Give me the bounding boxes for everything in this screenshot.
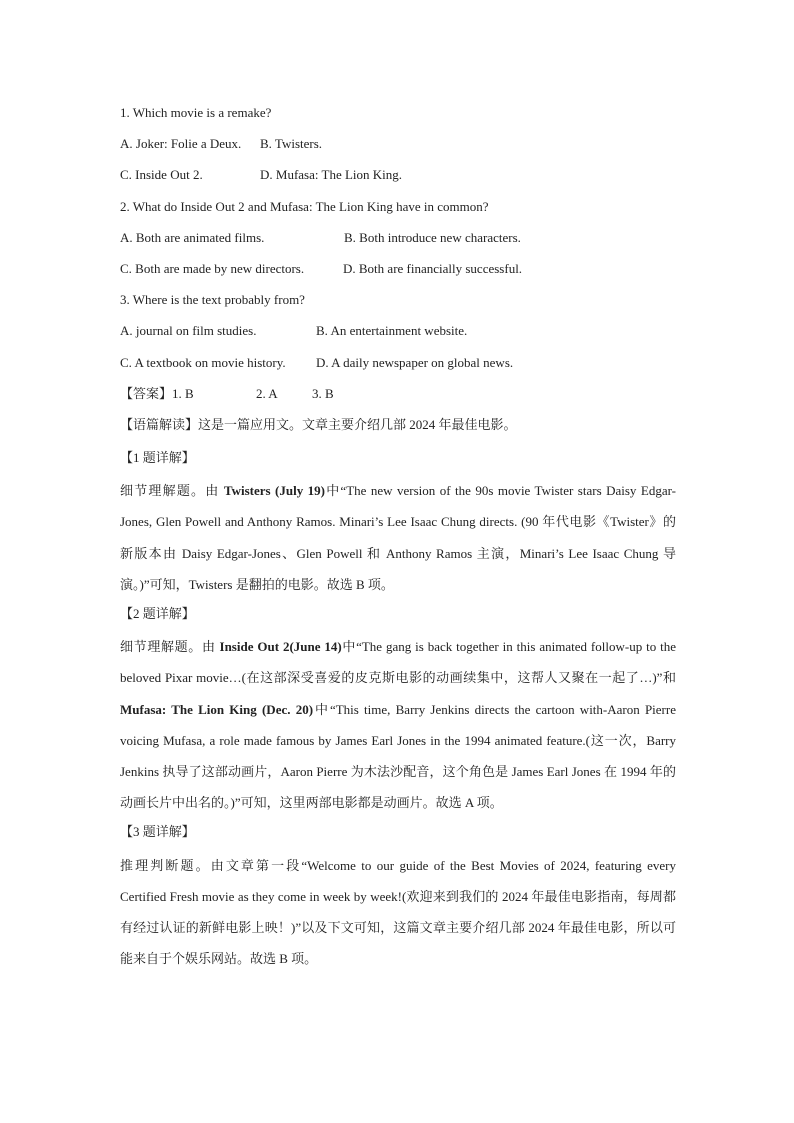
detail-3-part-1: 推理判断题。由文章第一段“Welcome to our guide of the Best Movies of 2024, featuring every Certified Fresh movie as they come in week by week!(欢迎来到我们的 2024 年最佳电影指南，每周都有经过认证的新鲜电影上映！)”以及下文可知，这篇文章主要介绍几部 2024 年最佳电影，所以可能来自于个娱乐网站。故选 B 项。	[120, 857, 676, 967]
question-1-options-row-1	[120, 132, 676, 163]
question-2-option-b: B. Both introduce new characters.	[344, 229, 521, 245]
detail-3-heading: 【3 题详解】	[120, 824, 195, 840]
detail-2-part-1: 细节理解题。由	[120, 639, 220, 655]
detail-2-part-2: Inside Out 2(June 14)	[219, 639, 342, 655]
detail-2-part-5: 中“This time, Barry Jenkins directs the cartoon with-Aaron Pierre voicing Mufasa, a role made famous by James Earl Jones in the 1994 animated feature.(这一次，Barry Jenkins 执导了这部动画片，Aaron Pierre 为木法沙配音，这个角色是 James Earl Jones 在 1994 年的动画长片中出名的。)”可知，这里两部电影都是动画片。故选 A 项。	[120, 701, 676, 811]
detail-1-paragraph	[120, 475, 676, 600]
question-2-option-d: D. Both are financially successful.	[343, 260, 523, 276]
question-1-option-b: B. Twisters.	[260, 136, 323, 152]
summary-label: 【语篇解读】	[120, 416, 199, 432]
question-2-options-row-2	[120, 257, 676, 288]
detail-1-heading: 【1 题详解】	[120, 450, 195, 466]
question-3-option-a: A. journal on film studies.	[120, 323, 257, 339]
question-2-option-a: A. Both are animated films.	[120, 229, 265, 245]
question-1-option-d: D. Mufasa: The Lion King.	[260, 167, 403, 183]
detail-1-part-2: Twisters (July 19)	[223, 483, 326, 499]
answer-item-2: 2. A	[256, 385, 278, 401]
answer-line	[120, 382, 676, 413]
question-3-option-d: D. A daily newspaper on global news.	[316, 354, 514, 370]
question-3-stem: 3. Where is the text probably from?	[120, 292, 305, 308]
detail-2-paragraph	[120, 631, 676, 818]
question-3-option-b: B. An entertainment website.	[316, 323, 468, 339]
detail-1-part-3: 中“The new version of the 90s movie Twister stars Daisy Edgar-Jones, Glen Powell and Anthony Ramos. Minari’s Lee Isaac Chung directs. (90 年代电影《Twister》的新版本由 Daisy Edgar-Jones、Glen Powell 和 Anthony Ramos 主演，Minari’s Lee Isaac Chung 导演。)”可知，Twisters 是翻拍的电影。故选 B 项。	[120, 483, 676, 592]
question-1-options-row-2	[120, 163, 676, 194]
question-3-option-c: C. A textbook on movie history.	[120, 354, 286, 370]
document-content	[120, 101, 676, 974]
question-3-options-row-1	[120, 319, 676, 350]
answer-item-1: 1. B	[172, 385, 194, 401]
question-2-options-row-1	[120, 226, 676, 257]
question-2-stem: 2. What do Inside Out 2 and Mufasa: The Lion King have in common?	[120, 198, 489, 214]
question-2-option-c: C. Both are made by new directors.	[120, 260, 305, 276]
answer-label: 【答案】	[120, 385, 173, 401]
summary-line	[120, 413, 676, 444]
question-1-stem: 1. Which movie is a remake?	[120, 105, 272, 120]
detail-2-part-3: 中“The gang is back together in this animated follow-up to the beloved Pixar movie…(在这部深受喜爱的皮克斯电影的动画续集中，这帮人又聚在一起了…)”和	[120, 639, 676, 686]
question-3-options-row-2	[120, 351, 676, 382]
detail-3-paragraph	[120, 850, 676, 975]
question-1-option-a: A. Joker: Folie a Deux.	[120, 136, 242, 152]
question-1-option-c: C. Inside Out 2.	[120, 167, 203, 183]
detail-1-part-1: 细节理解题。由	[120, 483, 224, 499]
summary-text: 这是一篇应用文。文章主要介绍几部 2024 年最佳电影。	[198, 416, 517, 432]
detail-2-heading: 【2 题详解】	[120, 606, 195, 622]
detail-2-part-4: Mufasa: The Lion King (Dec. 20)	[120, 701, 314, 717]
answer-item-3: 3. B	[312, 385, 334, 401]
